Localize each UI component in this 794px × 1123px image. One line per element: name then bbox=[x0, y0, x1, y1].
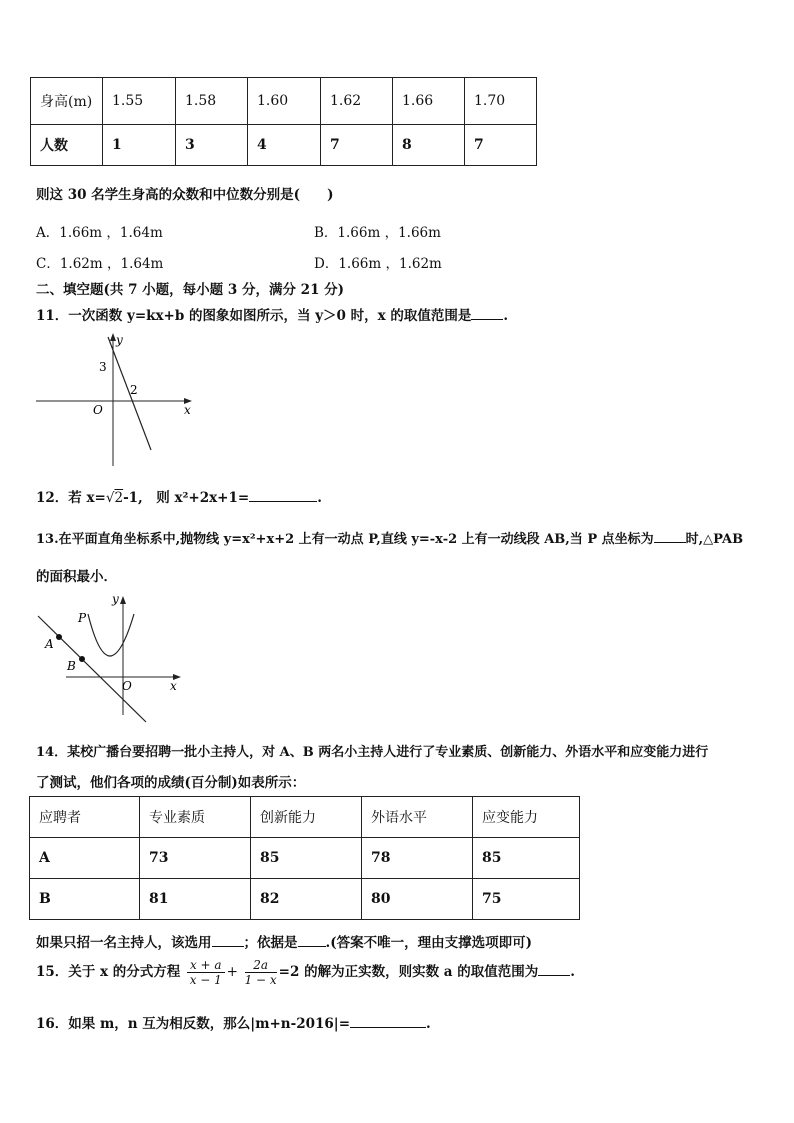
sqrt-icon: √ bbox=[105, 490, 115, 506]
origin-label: O bbox=[93, 403, 103, 417]
question-14-tail bbox=[36, 931, 532, 951]
option-d: D．1.66m ，1.62m bbox=[314, 256, 442, 272]
fraction-2-numerator: 2a bbox=[245, 958, 277, 973]
y-axis-label: y bbox=[116, 333, 123, 347]
question-15-prefix: 15．关于 x 的分式方程 bbox=[36, 964, 181, 980]
question-14-line1: 14．某校广播台要招聘一批小主持人，对 A、B 两名小主持人进行了专业素质、创新能力、外语水平和应变能力进行 bbox=[36, 745, 709, 760]
answer-blank[interactable] bbox=[654, 530, 686, 543]
table-header-cell: 专业素质 bbox=[140, 797, 251, 838]
y-axis-label: y bbox=[112, 592, 119, 606]
question-14-line2: 了测试，他们各项的成绩(百分制)如表所示： bbox=[36, 775, 306, 791]
question-11-text: 11．一次函数 y=kx+b 的图象如图所示，当 y＞0 时，x 的取值范围是 bbox=[36, 308, 472, 324]
y-intercept-label: 3 bbox=[99, 360, 107, 374]
question-12-end: . bbox=[317, 490, 322, 506]
question-14-tail-a: 如果只招一名主持人，该选用 bbox=[36, 935, 212, 951]
table-cell: 78 bbox=[362, 838, 473, 879]
answer-blank[interactable] bbox=[350, 1015, 426, 1028]
question-10-stem: 则这 30 名学生身高的众数和中位数分别是( ) bbox=[36, 187, 334, 203]
question-14-tail-c: .(答案不唯一，理由支撑选项即可) bbox=[325, 935, 532, 951]
table-row bbox=[31, 125, 537, 166]
table-cell: 1.55 bbox=[103, 78, 176, 125]
fraction-2 bbox=[245, 958, 277, 987]
table-cell: 1.66 bbox=[393, 78, 465, 125]
answer-blank[interactable] bbox=[471, 307, 503, 320]
table-header-row bbox=[30, 797, 580, 838]
question-15 bbox=[36, 958, 575, 987]
point-a-label: A bbox=[45, 637, 54, 651]
table-header-cell: 应聘者 bbox=[30, 797, 140, 838]
table-cell: 3 bbox=[176, 125, 248, 166]
table-cell: 82 bbox=[251, 879, 362, 920]
option-b: B．1.66m ，1.66m bbox=[314, 225, 441, 241]
question-12-prefix: 12．若 x= bbox=[36, 490, 106, 506]
question-16-text: 16．如果 m，n 互为相反数，那么|m+n-2016|= bbox=[36, 1016, 351, 1032]
question-11 bbox=[36, 304, 508, 324]
line-y-neg-x-minus-2 bbox=[38, 616, 146, 722]
option-a: A．1.66m ，1.64m bbox=[36, 225, 163, 241]
question-13-text: 13.在平面直角坐标系中,抛物线 y=x²+x+2 上有一动点 P,直线 y=-x-2 上有一动线段 AB,当 P 点坐标为 bbox=[36, 532, 654, 547]
question-15-text: =2 的解为正实数，则实数 a 的取值范围为 bbox=[278, 964, 539, 980]
point-b-label: B bbox=[67, 659, 76, 673]
question-13-line2: 的面积最小． bbox=[36, 569, 117, 585]
x-intercept-label: 2 bbox=[130, 383, 138, 397]
score-table bbox=[29, 796, 580, 920]
table-header-cell: 创新能力 bbox=[251, 797, 362, 838]
option-c: C．1.62m ，1.64m bbox=[36, 256, 164, 272]
table-cell: 1.58 bbox=[176, 78, 248, 125]
table-cell: 7 bbox=[465, 125, 537, 166]
point-a bbox=[56, 634, 62, 640]
table-cell: 1.70 bbox=[465, 78, 537, 125]
point-p-label: P bbox=[78, 611, 87, 625]
fraction-2-denominator: 1 − x bbox=[244, 973, 277, 987]
table-cell: 85 bbox=[251, 838, 362, 879]
table-cell: 人数 bbox=[31, 125, 103, 166]
fraction-1-numerator: x + a bbox=[187, 958, 225, 973]
origin-label: O bbox=[122, 679, 132, 693]
y-axis-arrow-icon bbox=[120, 596, 126, 604]
table-cell: A bbox=[30, 838, 140, 879]
x-axis-label: x bbox=[184, 403, 191, 417]
question-13-text-after: 时,△PAB bbox=[685, 532, 744, 547]
plus-sign: + bbox=[226, 964, 238, 980]
table-row bbox=[31, 78, 537, 125]
question-12-text: -1, 则 x²+2x+1= bbox=[123, 490, 250, 506]
x-axis-label: x bbox=[170, 679, 177, 693]
table-cell: 8 bbox=[393, 125, 465, 166]
question-16-end: . bbox=[426, 1016, 431, 1032]
answer-blank[interactable] bbox=[249, 489, 317, 502]
table-cell: B bbox=[30, 879, 140, 920]
table-row bbox=[30, 879, 580, 920]
table-cell: 1.62 bbox=[321, 78, 393, 125]
fraction-1 bbox=[187, 958, 225, 987]
answer-blank[interactable] bbox=[538, 963, 570, 976]
question-12 bbox=[36, 486, 322, 506]
linear-function-graph bbox=[36, 330, 196, 470]
parabola-graph bbox=[36, 590, 186, 725]
table-cell: 85 bbox=[473, 838, 580, 879]
radicand: 2 bbox=[114, 490, 124, 506]
question-14-tail-b: ；依据是 bbox=[243, 935, 298, 951]
question-15-end: . bbox=[570, 964, 575, 980]
table-cell: 身高(m) bbox=[31, 78, 103, 125]
table-cell: 1.60 bbox=[248, 78, 321, 125]
question-13-line1 bbox=[36, 528, 743, 547]
table-cell: 75 bbox=[473, 879, 580, 920]
question-11-end: . bbox=[503, 308, 509, 324]
answer-blank[interactable] bbox=[212, 934, 244, 947]
table-header-cell: 外语水平 bbox=[362, 797, 473, 838]
table-cell: 81 bbox=[140, 879, 251, 920]
table-cell: 80 bbox=[362, 879, 473, 920]
parabola-curve bbox=[88, 614, 134, 656]
table-header-cell: 应变能力 bbox=[473, 797, 580, 838]
table-cell: 73 bbox=[140, 838, 251, 879]
table-cell: 4 bbox=[248, 125, 321, 166]
point-b bbox=[79, 656, 85, 662]
question-16 bbox=[36, 1012, 431, 1032]
section-header: 二、填空题(共 7 小题，每小题 3 分，满分 21 分) bbox=[36, 282, 345, 298]
table-row bbox=[30, 838, 580, 879]
answer-blank[interactable] bbox=[298, 934, 326, 947]
table-cell: 7 bbox=[321, 125, 393, 166]
fraction-1-denominator: x − 1 bbox=[189, 973, 222, 987]
height-table bbox=[30, 77, 537, 166]
table-cell: 1 bbox=[103, 125, 176, 166]
